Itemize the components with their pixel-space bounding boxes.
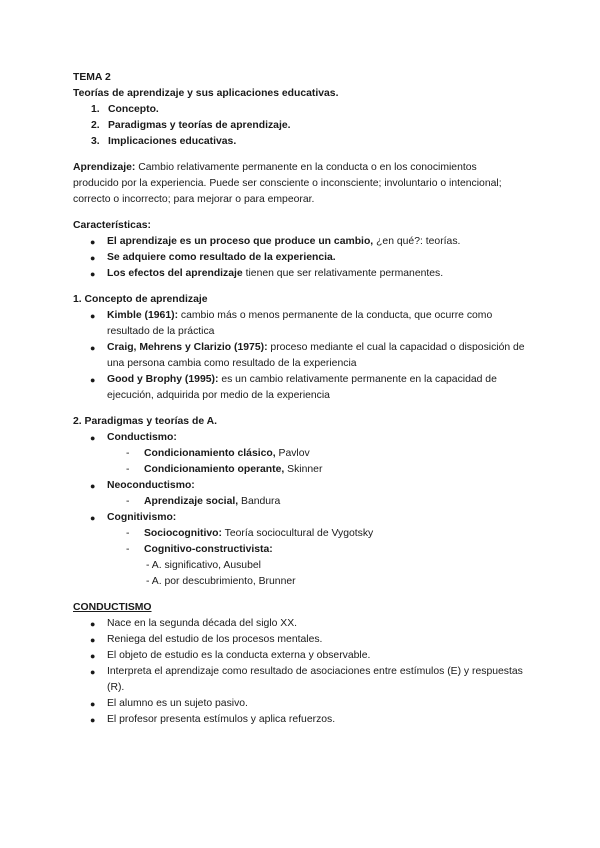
list-item: ● Conductismo: [73,430,533,446]
dash-icon: - [126,464,130,475]
bullet-icon: ● [90,481,96,491]
sub-sub-item: - A. significativo, Ausubel [146,560,261,571]
definition-text: Cambio relativamente permanente en la conducta o en los conocimientos producido por la experiencia. Puede ser consciente o inconsciente; involuntario o intencional; correcto o incorrecto; para mejorar o para empeorar. [73,162,502,205]
bullet-icon: ● [90,651,96,661]
sub-item: - Condicionamiento operante, Skinner [73,462,533,478]
bullet-icon: ● [90,253,96,263]
bullet-icon: ● [90,667,96,677]
list-item: ● Reniega del estudio de los procesos mentales. [73,632,533,648]
dash-icon: - [126,544,130,555]
list-item: ● Los efectos del aprendizaje tienen que ser relativamente permanentes. [73,266,533,282]
list-item: ● Nace en la segunda década del siglo XX. [73,616,533,632]
bullet-icon: ● [90,311,96,321]
definition-paragraph [73,160,513,208]
sub-item: - Cognitivo-constructivista: [73,542,533,558]
outline-item: 1. Concepto. [91,104,159,115]
list-item: ● El objeto de estudio es la conducta externa y observable. [73,648,533,664]
list-item: ● Neoconductismo: [73,478,533,494]
list-item: ● Kimble (1961): cambio más o menos permanente de la conducta, que ocurre como resultado de la práctica [73,308,533,340]
sub-item: - Sociocognitivo: Teoría sociocultural de Vygotsky [73,526,533,542]
bullet-icon: ● [90,513,96,523]
outline-item: 3. Implicaciones educativas. [91,136,237,147]
paradigmas-heading: 2. Paradigmas y teorías de A. [73,416,217,427]
bullet-icon: ● [90,699,96,709]
list-item: ● Good y Brophy (1995): es un cambio relativamente permanente en la capacidad de ejecución, adquirida por medio de la experiencia [73,372,533,404]
list-item: ● Interpreta el aprendizaje como resultado de asociaciones entre estímulos (E) y respuestas (R). [73,664,533,696]
list-item: ● El alumno es un sujeto pasivo. [73,696,533,712]
document-title: Teorías de aprendizaje y sus aplicaciones educativas. [73,88,339,99]
bullet-icon: ● [90,433,96,443]
outline-item: 2. Paradigmas y teorías de aprendizaje. [91,120,291,131]
bullet-icon: ● [90,619,96,629]
sub-item: - Aprendizaje social, Bandura [73,494,533,510]
tema-label: TEMA 2 [73,72,111,83]
list-item: ● Se adquiere como resultado de la experiencia. [73,250,533,266]
bullet-icon: ● [90,343,96,353]
list-item: ● El profesor presenta estímulos y aplica refuerzos. [73,712,533,728]
dash-icon: - [126,496,130,507]
conductismo-heading: CONDUCTISMO [73,602,152,613]
dash-icon: - [126,528,130,539]
bullet-icon: ● [90,635,96,645]
document-body [73,70,533,728]
dash-icon: - [126,448,130,459]
bullet-icon: ● [90,375,96,385]
list-item: ● El aprendizaje es un proceso que produce un cambio, ¿en qué?: teorías. [73,234,533,250]
bullet-icon: ● [90,237,96,247]
concepto-heading: 1. Concepto de aprendizaje [73,294,208,305]
sub-item: - Condicionamiento clásico, Pavlov [73,446,533,462]
bullet-icon: ● [90,715,96,725]
bullet-icon: ● [90,269,96,279]
list-item: ● Cognitivismo: [73,510,533,526]
sub-sub-item: - A. por descubrimiento, Brunner [146,576,296,587]
list-item: ● Craig, Mehrens y Clarizio (1975): proceso mediante el cual la capacidad o disposición de una persona cambia como resultado de la experiencia [73,340,533,372]
caracteristicas-heading: Características: [73,220,151,231]
definition-term: Aprendizaje: [73,162,136,173]
